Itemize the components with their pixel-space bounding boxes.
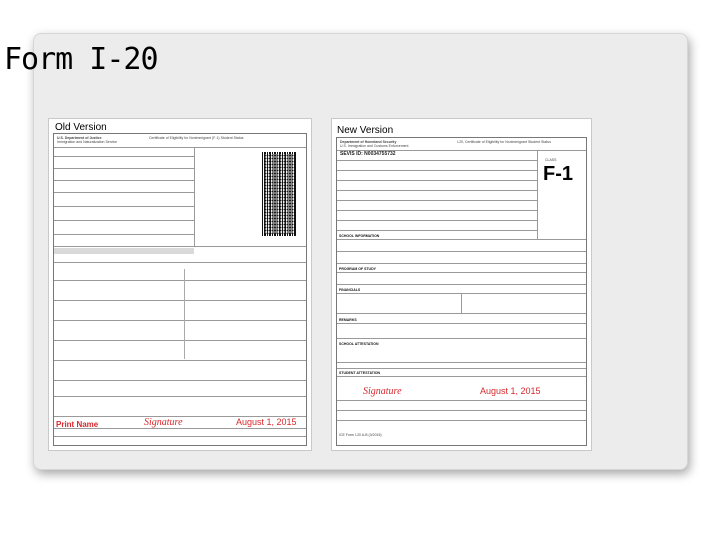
divider [54,192,194,193]
divider [337,323,586,324]
divider [337,376,586,377]
divider [54,396,306,397]
divider [337,200,537,201]
divider [337,420,586,421]
print-name-label: Print Name [56,420,99,429]
divider [337,362,586,363]
column-divider [194,147,195,247]
divider [54,360,306,361]
financial-block [184,269,295,359]
divider [337,230,537,231]
school-attestation-heading: SCHOOL ATTESTATION [339,342,379,346]
section-bar [54,248,194,254]
class-label: CLASS [545,158,557,162]
date-stamp: August 1, 2015 [236,417,297,427]
class-value: F-1 [543,163,573,185]
old-version-label: Old Version [55,122,107,133]
program-of-study-heading: PROGRAM OF STUDY [339,267,376,271]
financials-heading: FINANCIALS [339,288,361,292]
divider [54,168,194,169]
divider [337,272,586,273]
new-version-label: New Version [337,125,394,136]
divider [337,313,586,314]
divider [54,246,306,247]
divider [337,368,586,369]
divider [337,400,586,401]
divider [337,210,537,211]
form-footer: ICE Form I-20 A-B (0/2015) [339,433,382,437]
divider [337,338,586,339]
divider [337,251,586,252]
divider [54,206,194,207]
divider [54,180,194,181]
new-version-panel [331,118,592,451]
divider [54,436,306,437]
old-version-panel [48,118,312,451]
divider [337,160,537,161]
divider [337,284,586,285]
column-divider [537,150,538,240]
divider [54,234,194,235]
old-form-subheader: Immigration and Naturalization Service [57,140,118,144]
remarks-heading: REMARKS [339,318,357,322]
slide-title: Form I-20 [4,42,158,77]
divider [337,170,537,171]
barcode-overlay [264,154,295,234]
divider [337,180,537,181]
old-form-title: Certificate of Eligibility for Nonimmigrant (F-1) Student Status [149,136,244,140]
new-form-document [336,137,587,446]
divider [54,220,194,221]
old-form-header: U.S. Department of Justice [57,136,102,140]
divider [54,156,194,157]
new-form-subheader: U.S. Immigration and Customs Enforcement [340,144,409,148]
divider [337,220,537,221]
new-form-header: Department of Homeland Security [340,140,397,144]
signature-stamp: Signature [363,386,402,397]
date-stamp: August 1, 2015 [480,386,541,396]
old-form-document [53,133,307,446]
column-divider [461,293,462,313]
student-attestation-heading: STUDENT ATTESTATION [339,371,381,375]
divider [337,263,586,264]
divider [54,380,306,381]
divider [337,410,586,411]
divider [54,147,306,148]
signature-stamp: Signature [144,417,183,428]
school-information-heading: SCHOOL INFORMATION [339,234,380,238]
sevis-id: SEVIS ID: N0034755732 [340,151,396,157]
divider [337,239,586,240]
new-form-title: I-20, Certificate of Eligibility for Nonimmigrant Student Status [457,140,551,144]
divider [337,190,537,191]
divider [54,262,306,263]
